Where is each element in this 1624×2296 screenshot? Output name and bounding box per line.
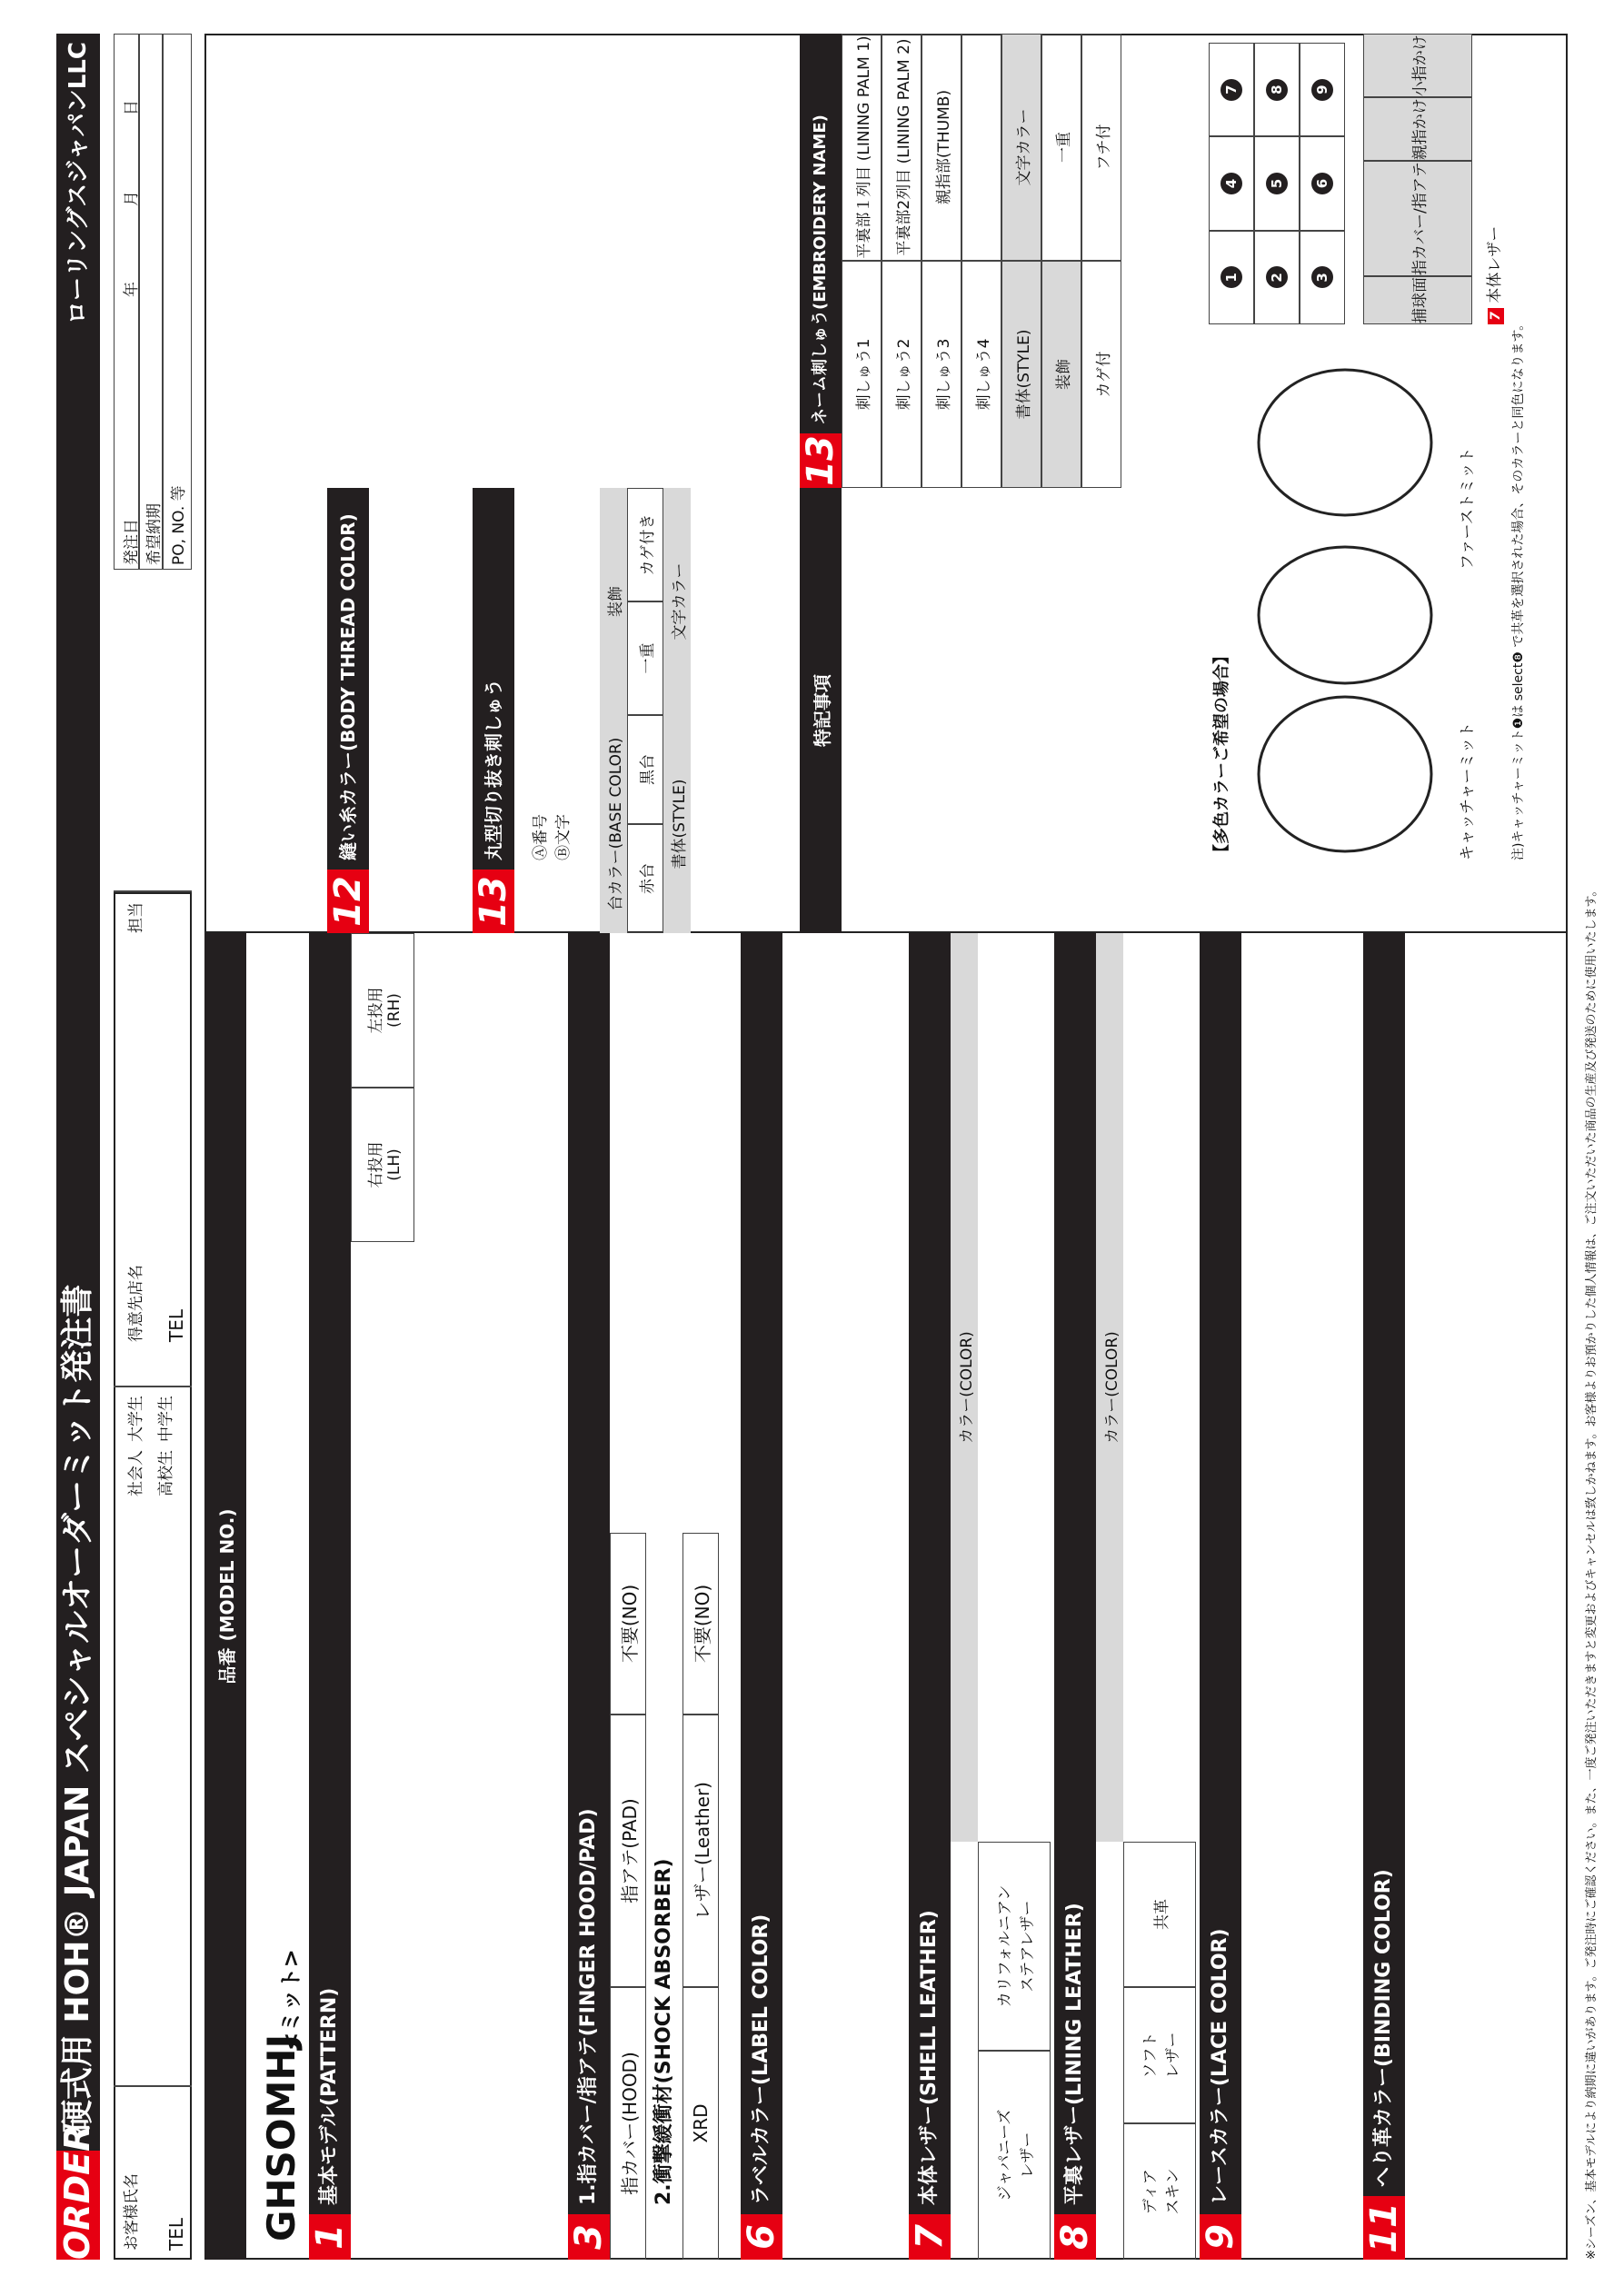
customer-box — [114, 892, 192, 2260]
col-thumb: 親指かけ — [1363, 97, 1472, 161]
emb3-location: 親指部(THUMB) — [922, 34, 961, 261]
staff-label: 担当 — [127, 902, 145, 933]
s1-rh-option[interactable]: 右投用 (LH) — [351, 1088, 414, 1242]
multicolor-title: 【多色カラーご希望の場合】 — [1212, 648, 1231, 860]
zone-9[interactable]: 9 — [1300, 43, 1345, 136]
s8-color-label: カラー(COLOR) — [1096, 933, 1123, 1842]
divider — [138, 34, 140, 570]
leather-option[interactable]: レザー(Leather) — [682, 1715, 719, 1987]
shell-row-label: 7 本体レザー — [1481, 226, 1504, 324]
base-color-label: 台カラー(BASE COLOR) — [600, 715, 627, 933]
col-finger: 指カバー/指アテ — [1363, 161, 1472, 276]
japanese-leather-option[interactable]: ジャパニーズ レザー — [978, 2051, 1051, 2260]
catcher-mitt-front-icon — [1259, 697, 1431, 851]
glove-diagrams — [1245, 352, 1445, 860]
model-value: GHSOMHJ — [259, 2033, 304, 2241]
s1-lh-option[interactable]: 左投用 (RH) — [351, 933, 414, 1088]
s1-title: 基本モデル(PATTERN) — [318, 1987, 341, 2205]
divider — [114, 2085, 192, 2087]
emb2-location: 平裏部2列目 (LINING PALM 2) — [882, 34, 922, 261]
customer-tel-label: TEL — [165, 2218, 187, 2251]
order-date-label: 発注日 — [123, 519, 141, 565]
footer-note: ※シーズン、基本モデルにより納期に違いがあります。ご発注時にご確認ください。また、一度ご発注いただきますと変更およびキャンセルは致しかねます。お客様よりお預かりした個人情報は、ご注文いただいた商品の生産及び発送のために使用いたします。 — [1585, 884, 1599, 2260]
col-catch-face: 捕球面 — [1363, 276, 1472, 324]
s6-num: 6 — [741, 2214, 782, 2260]
decoration-label: 装飾 — [600, 488, 627, 715]
shock-no-option[interactable]: 不要(NO) — [682, 1533, 719, 1715]
s9-num: 9 — [1200, 2214, 1241, 2260]
zone-5[interactable]: 5 — [1254, 136, 1300, 230]
opt-text[interactable]: Ⓑ文字 — [554, 814, 573, 860]
black-base-option[interactable]: 黒台 — [627, 715, 663, 824]
s6-title: ラベルカラー(LABEL COLOR) — [750, 1913, 772, 2205]
catcher-mitt-back-icon — [1259, 547, 1431, 683]
s3-title2: 2.衝撃緩衝材(SHOCK ABSORBER) — [653, 1858, 675, 2205]
embroidery-title: ネーム刺しゅう(EMBROIDERY NAME) — [811, 114, 830, 424]
s7-color-label: カラー(COLOR) — [951, 933, 978, 1842]
s8-title: 平裏レザー(LINING LEATHER) — [1063, 1903, 1086, 2205]
zone-4[interactable]: 4 — [1209, 136, 1254, 230]
emb4-location — [961, 34, 1001, 261]
multicolor-note: 注)キャッチャーミット❶は select❽ で共革を選択された場合、そのカラーと同色になります。 — [1511, 317, 1526, 860]
divider — [162, 34, 164, 570]
model-suffix: <ミット> — [278, 1949, 304, 2051]
company-name: ローリングスジャパンLLC — [65, 42, 92, 324]
s11-title: へり革カラー(BINDING COLOR) — [1372, 1869, 1395, 2187]
category-highschool[interactable]: 高校生 — [157, 1450, 175, 1496]
special-header: 特記事項 — [800, 488, 842, 933]
s7-title: 本体レザー(SHELL LEATHER) — [918, 1910, 941, 2205]
day-label: 日 — [123, 100, 141, 115]
order-label: ORDER — [56, 2151, 100, 2260]
dealer-tel-label: TEL — [165, 1309, 187, 1342]
emb2-label: 刺しゅう2 — [882, 261, 922, 488]
s3-num: 3 — [568, 2214, 610, 2260]
embroidery-header: 13 ネーム刺しゅう(EMBROIDERY NAME) — [800, 34, 842, 488]
first-label: ファーストミット — [1459, 447, 1477, 570]
zone-8[interactable]: 8 — [1254, 43, 1300, 136]
s13a-title: 丸型切り抜き刺しゅう — [483, 679, 504, 860]
dealer-label: 得意先店名 — [127, 1265, 145, 1342]
zone-3[interactable]: 3 — [1300, 231, 1345, 324]
zone-1[interactable]: 1 — [1209, 231, 1254, 324]
shadow-option[interactable]: カゲ付き — [627, 488, 663, 601]
s1-num: 1 — [309, 2214, 351, 2260]
same-leather-option[interactable]: 共革 — [1123, 1842, 1196, 1987]
emb4-label: 刺しゅう4 — [961, 261, 1001, 488]
deer-skin-option[interactable]: ディア スキン — [1123, 2123, 1196, 2260]
emb-single-option[interactable]: 一重 — [1041, 34, 1081, 261]
emb3-label: 刺しゅう3 — [922, 261, 961, 488]
category-college[interactable]: 大学生 — [127, 1396, 145, 1442]
emb1-location: 平裏部１列目 (LINING PALM 1) — [842, 34, 882, 261]
delivery-label: 希望納期 — [145, 503, 164, 565]
hood-option[interactable]: 指カバー(HOOD) — [610, 1987, 646, 2260]
emb-kage-option[interactable]: カゲ付 — [1081, 261, 1121, 488]
s12-num: 12 — [327, 870, 369, 933]
color-zone-grid — [1209, 43, 1345, 324]
category-adult[interactable]: 社会人 — [127, 1450, 145, 1496]
californian-leather-option[interactable]: カリフォルニアン ステアレザー — [978, 1842, 1051, 2051]
single-option[interactable]: 一重 — [627, 601, 663, 715]
divider — [114, 1386, 192, 1387]
s8-num: 8 — [1054, 2214, 1096, 2260]
po-label: PO, NO. 等 — [170, 485, 188, 565]
emb-fuchi-option[interactable]: フチ付 — [1081, 34, 1121, 261]
model-label: 品番 (MODEL NO.) — [204, 933, 246, 2260]
opt-number[interactable]: Ⓐ番号 — [532, 814, 550, 860]
embroidery-section — [800, 34, 1200, 488]
shell-color-table — [1363, 35, 1472, 324]
divider — [114, 890, 192, 892]
soft-leather-option[interactable]: ソフト レザー — [1123, 1987, 1196, 2123]
red-base-option[interactable]: 赤台 — [627, 824, 663, 933]
first-mitt-icon — [1259, 370, 1431, 515]
form-title: 硬式用 HOH® JAPAN スペシャルオーダーミット発注書 — [59, 1284, 96, 2132]
emb-textcolor-label: 文字カラー — [1001, 34, 1041, 261]
s11-num: 11 — [1363, 2196, 1405, 2260]
year-label: 年 — [123, 282, 141, 297]
pad-option[interactable]: 指アテ(PAD) — [610, 1715, 646, 1987]
xrd-option[interactable]: XRD — [682, 1987, 719, 2260]
catcher-label: キャッチャーミット — [1459, 721, 1477, 860]
style-label: 書体(STYLE) — [663, 715, 691, 933]
customer-name-label: お客様氏名 — [123, 2173, 141, 2251]
s13a-num: 13 — [473, 870, 514, 933]
month-label: 月 — [123, 191, 141, 206]
divider — [204, 931, 1568, 933]
s12-title: 縫い糸カラー(BODY THREAD COLOR) — [337, 513, 359, 860]
zone-6[interactable]: 6 — [1300, 136, 1345, 230]
emb-decoration-label: 装飾 — [1041, 261, 1081, 488]
zone-7[interactable]: 7 — [1209, 43, 1254, 136]
text-color-label: 文字カラー — [663, 488, 691, 715]
category-middleschool[interactable]: 中学生 — [157, 1396, 175, 1442]
s3-title: 1.指カバー/指アテ(FINGER HOOD/PAD) — [577, 1808, 600, 2205]
col-pinky: 小指かけ — [1363, 34, 1472, 97]
s7-num: 7 — [909, 2214, 951, 2260]
hood-no-option[interactable]: 不要(NO) — [610, 1533, 646, 1715]
emb1-label: 刺しゅう1 — [842, 261, 882, 488]
emb-style-label: 書体(STYLE) — [1001, 261, 1041, 488]
s9-title: レースカラー(LACE COLOR) — [1209, 1928, 1231, 2205]
zone-2[interactable]: 2 — [1254, 231, 1300, 324]
